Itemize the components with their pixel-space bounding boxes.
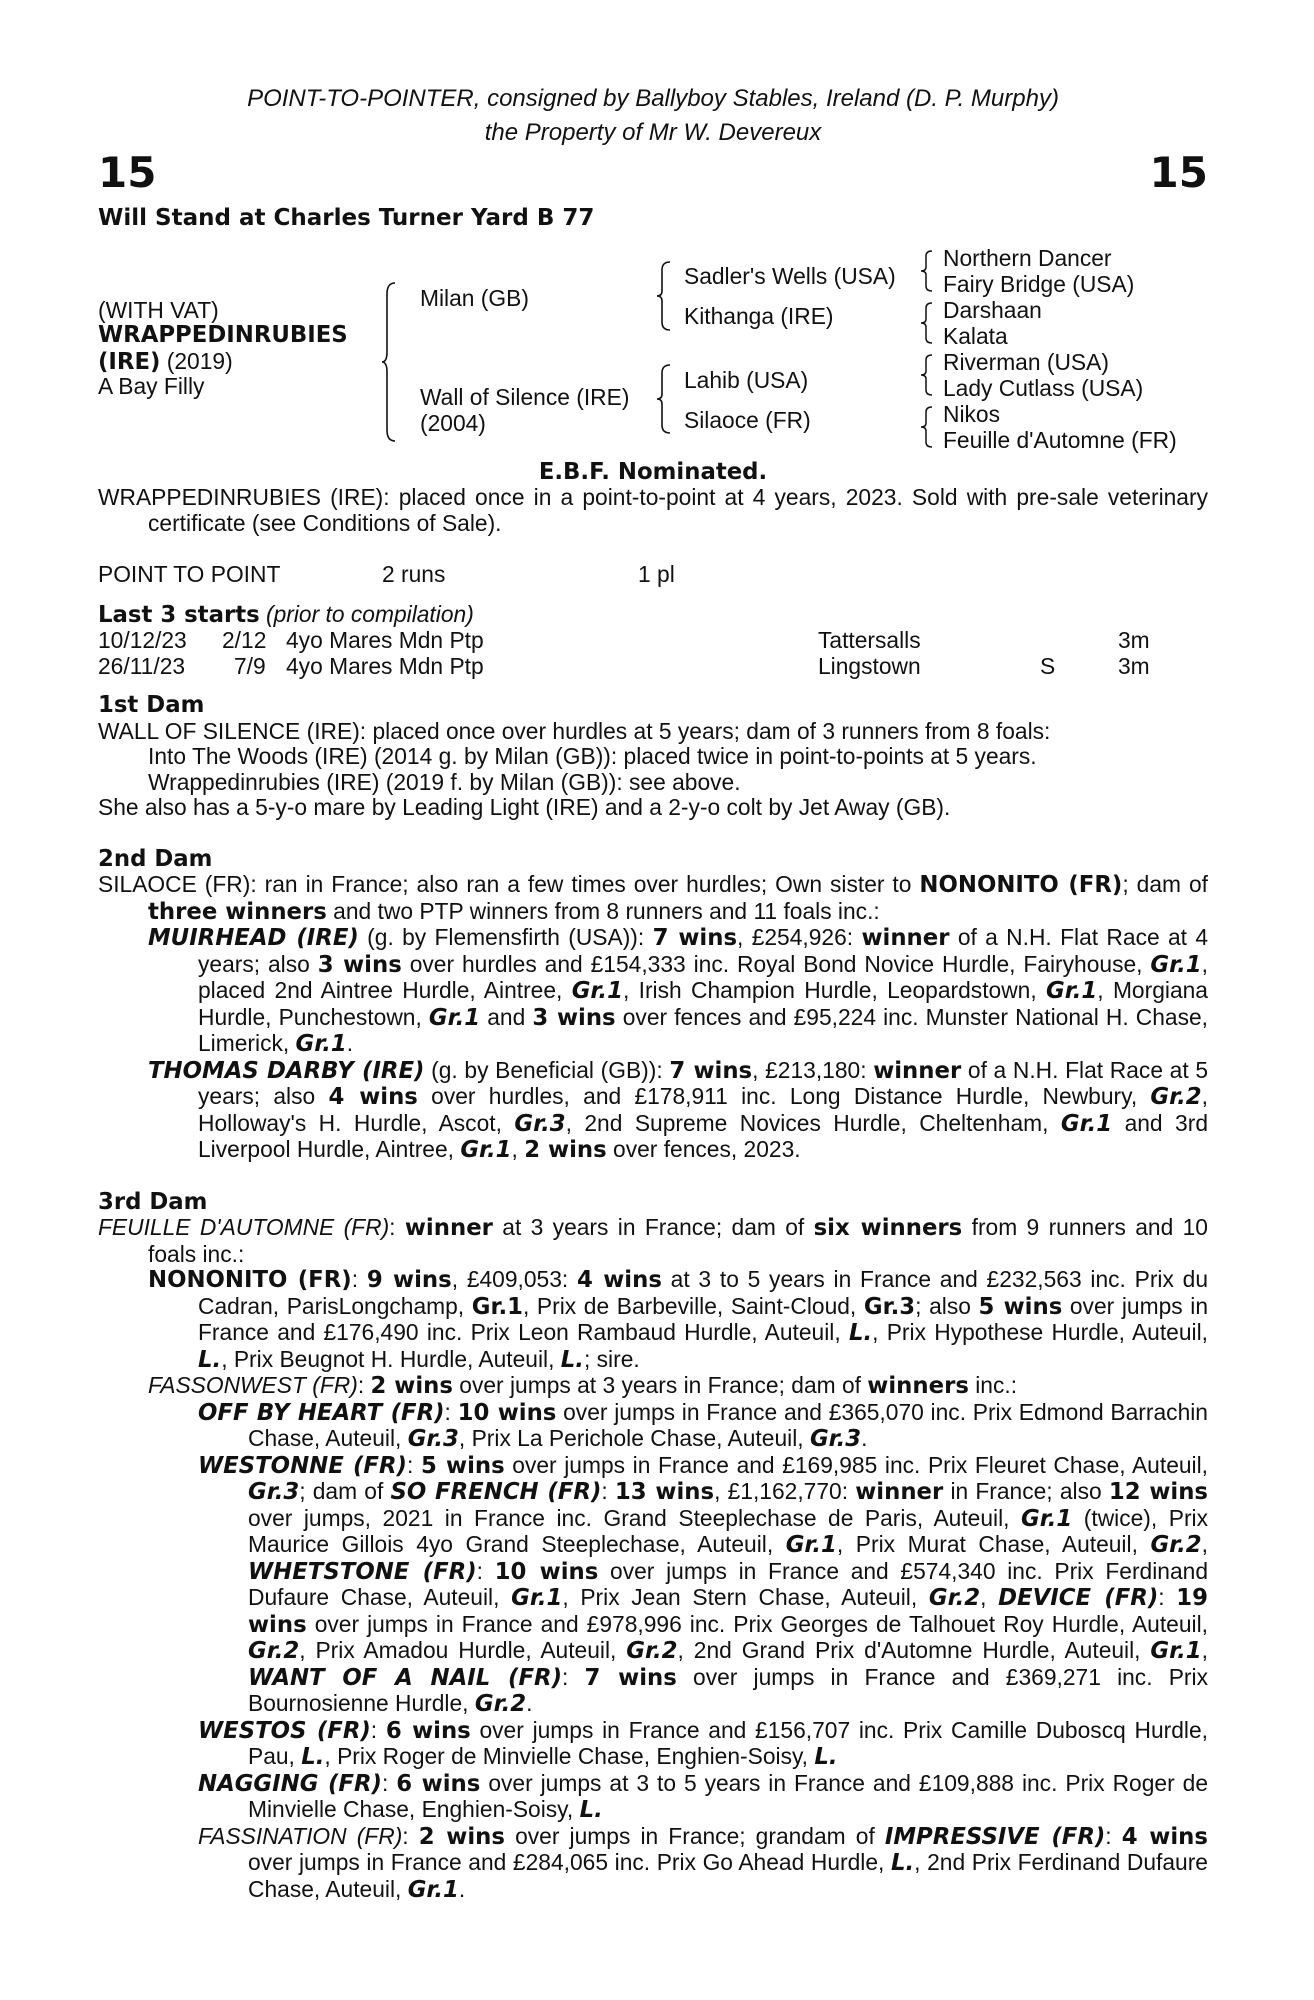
dam-name: Wall of Silence (IRE) [420, 383, 630, 410]
last-starts-heading: Last 3 starts (prior to compilation) [98, 600, 474, 628]
ggs-4: Kalata [943, 322, 1008, 349]
property-line: the Property of Mr W. Devereux [484, 119, 822, 146]
start-date: 10/12/23 [98, 627, 187, 653]
start-race: 4yo Mares Mdn Ptp [286, 652, 484, 679]
lot-number-right: 15 [1149, 148, 1208, 197]
catalogue-page [98, 82, 1208, 1903]
brace-sire [656, 261, 672, 331]
brace-ggs-2 [920, 302, 934, 344]
lot-number-left: 15 [98, 148, 157, 197]
sire-name: Milan (GB) [420, 284, 529, 311]
grandsire-paternal: Sadler's Wells (USA) [684, 262, 896, 289]
ptp-runs: 2 runs [382, 561, 446, 587]
consignor-line: POINT-TO-POINTER, consigned by Ballyboy Stables, Ireland (D. P. Murphy) [247, 85, 1059, 112]
foaling-year: (2019) [160, 347, 233, 374]
point-to-point-record [98, 562, 1208, 588]
stand-location: Will Stand at Charles Turner Yard B 77 [98, 205, 595, 231]
first-dam-note: She also has a 5-y-o mare by Leading Light (IRE) and a 2-y-o colt by Jet Away (GB). [98, 794, 951, 820]
start-position: 2/12 [222, 627, 267, 653]
start-row-2 [98, 654, 1208, 680]
ebf-nominated: E.B.F. Nominated. [538, 458, 768, 485]
produce-thomas-darby: THOMAS DARBY (IRE) (g. by Beneficial (GB)): 7 wins, £213,180: winner of a N.H. Flat Race at 5 years; also 4 wins over hurdles, and £178,911 inc. Long Distance Hurdle, Newbury, Gr.2, Holloway's H. Hurdle, Ascot, Gr.3, 2nd Supreme Novices Hurdle, Cheltenham, Gr.1 and 3rd Liverpool Hurdle, Aintree, Gr.1, 2 wins over fences, 2023. [148, 1056, 1208, 1163]
ggs-3: Darshaan [943, 296, 1042, 323]
first-dam-produce-2: Wrappedinrubies (IRE) (2019 f. by Milan (GB)): see above. [148, 768, 741, 795]
ptp-placed: 1 pl [638, 561, 675, 587]
start-date: 26/11/23 [98, 652, 186, 679]
third-dam-heading: 3rd Dam [98, 1188, 208, 1215]
produce-off-by-heart: OFF BY HEART (FR): 10 wins over jumps in France and £365,070 inc. Prix Edmond Barrachin Chase, Auteuil, Gr.3, Prix La Perichole Chase, Auteuil, Gr.3. [198, 1398, 1208, 1452]
dam-year: (2004) [420, 409, 486, 436]
horse-name: WRAPPEDINRUBIES [98, 321, 348, 348]
summary-paragraph: WRAPPEDINRUBIES (IRE): placed once in a point-to-point at 4 years, 2023. Sold with pre-sale veterinary certificate (see Conditions of Sale). [98, 484, 1208, 536]
produce-westos: WESTOS (FR): 6 wins over jumps in France and £156,707 inc. Prix Camille Duboscq Hurdle, Pau, L., Prix Roger de Minvielle Chase, Enghien-Soisy, L. [198, 1716, 1208, 1770]
produce-nononito: NONONITO (FR): 9 wins, £409,053: 4 wins at 3 to 5 years in France and £232,563 inc. Prix du Cadran, ParisLongchamp, Gr.1, Prix de Barbeville, Saint-Cloud, Gr.3; also 5 wins over jumps in France and £176,490 inc. Prix Leon Rambaud Hurdle, Auteuil, L., Prix Hypothese Hurdle, Auteuil, L., Prix Beugnot H. Hurdle, Auteuil, L.; sire. [148, 1266, 1209, 1373]
ggs-5: Riverman (USA) [943, 348, 1109, 375]
ggs-1: Northern Dancer [943, 244, 1112, 271]
horse-description: A Bay Filly [98, 372, 205, 399]
produce-westonne: WESTONNE (FR): 5 wins over jumps in France and £169,985 inc. Prix Fleuret Chase, Auteuil, Gr.3; dam of SO FRENCH (FR): 13 wins, £1,162,770: winner in France; also 12 wins over jumps, 2021 in France inc. Grand Steeplechase de Paris, Auteuil, Gr.1 (twice), Prix Maurice Gillois 4yo Grand Steeplechase, Auteuil, Gr.1, Prix Murat Chase, Auteuil, Gr.2, WHETSTONE (FR): 10 wins over jumps in France and £574,340 inc. Prix Ferdinand Dufaure Chase, Auteuil, Gr.1, Prix Jean Stern Chase, Auteuil, Gr.2, DEVICE (FR): 19 wins over jumps in France and £978,996 inc. Prix Georges de Talhouet Roy Hurdle, Auteuil, Gr.2, Prix Amadou Hurdle, Auteuil, Gr.2, 2nd Grand Prix d'Automne Hurdle, Auteuil, Gr.1, WANT OF A NAIL (FR): 7 wins over jumps in France and £369,271 inc. Prix Bournosienne Hurdle, Gr.2. [198, 1451, 1209, 1717]
produce-nagging: NAGGING (FR): 6 wins over jumps at 3 to 5 years in France and £109,888 inc. Prix Roger de Minvielle Chase, Enghien-Soisy, L. [198, 1769, 1208, 1823]
granddam-maternal: Silaoce (FR) [684, 406, 811, 433]
brace-main [381, 282, 397, 442]
third-dam-text: FEUILLE D'AUTOMNE (FR): winner at 3 years in France; dam of six winners from 9 runners and 10 foals inc.: [98, 1214, 1208, 1267]
start-race: 4yo Mares Mdn Ptp [286, 627, 484, 653]
brace-dam [656, 364, 672, 434]
start-distance: 3m [1118, 652, 1150, 679]
pedigree-table [98, 232, 1208, 452]
start-distance: 3m [1118, 627, 1150, 653]
ggs-6: Lady Cutlass (USA) [943, 374, 1144, 401]
brace-ggs-1 [920, 250, 934, 292]
first-dam-text: WALL OF SILENCE (IRE): placed once over hurdles at 5 years; dam of 3 runners from 8 foals: [98, 717, 1051, 744]
brace-ggs-4 [920, 406, 934, 448]
first-dam-produce-1: Into The Woods (IRE) (2014 g. by Milan (GB)): placed twice in point-to-points at 5 years. [148, 743, 1037, 769]
start-course: Lingstown [818, 652, 921, 679]
lot-number-row [98, 150, 1208, 196]
second-dam-heading: 2nd Dam [98, 845, 213, 872]
grandsire-maternal: Lahib (USA) [684, 366, 809, 393]
start-going: S [1040, 652, 1056, 679]
start-position: 7/9 [234, 652, 266, 679]
ggs-2: Fairy Bridge (USA) [943, 270, 1135, 297]
second-dam-text: SILAOCE (FR): ran in France; also ran a few times over hurdles; Own sister to NONONITO (FR); dam of three winners and two PTP winners from 8 runners and 11 foals inc.: [98, 871, 1208, 925]
vat-label: (WITH VAT) [98, 296, 219, 323]
produce-muirhead: MUIRHEAD (IRE) (g. by Flemensfirth (USA)): 7 wins, £254,926: winner of a N.H. Flat Race at 4 years; also 3 wins over hurdles and £154,333 inc. Royal Bond Novice Hurdle, Fairyhouse, Gr.1, placed 2nd Aintree Hurdle, Aintree, Gr.1, Irish Champion Hurdle, Leopardstown, Gr.1, Morgiana Hurdle, Punchestown, Gr.1 and 3 wins over fences and £95,224 inc. Munster National H. Chase, Limerick, Gr.1. [148, 924, 1209, 1057]
produce-fassination: FASSINATION (FR): 2 wins over jumps in France; grandam of IMPRESSIVE (FR): 4 wins over jumps in France and £284,065 inc. Prix Go Ahead Hurdle, L., 2nd Prix Ferdinand Dufaure Chase, Auteuil, Gr.1. [198, 1822, 1208, 1903]
ggs-7: Nikos [943, 400, 1001, 427]
start-course: Tattersalls [818, 627, 921, 653]
ptp-label: POINT TO POINT [98, 561, 281, 587]
brace-ggs-3 [920, 354, 934, 396]
first-dam-heading: 1st Dam [98, 692, 205, 718]
ggs-8: Feuille d'Automne (FR) [943, 426, 1177, 453]
granddam-paternal: Kithanga (IRE) [684, 302, 834, 329]
start-row-1 [98, 628, 1208, 654]
horse-name-suffix: (IRE) (2019) [98, 347, 233, 375]
produce-fassonwest: FASSONWEST (FR): 2 wins over jumps at 3 years in France; dam of winners inc.: [148, 1372, 1018, 1399]
